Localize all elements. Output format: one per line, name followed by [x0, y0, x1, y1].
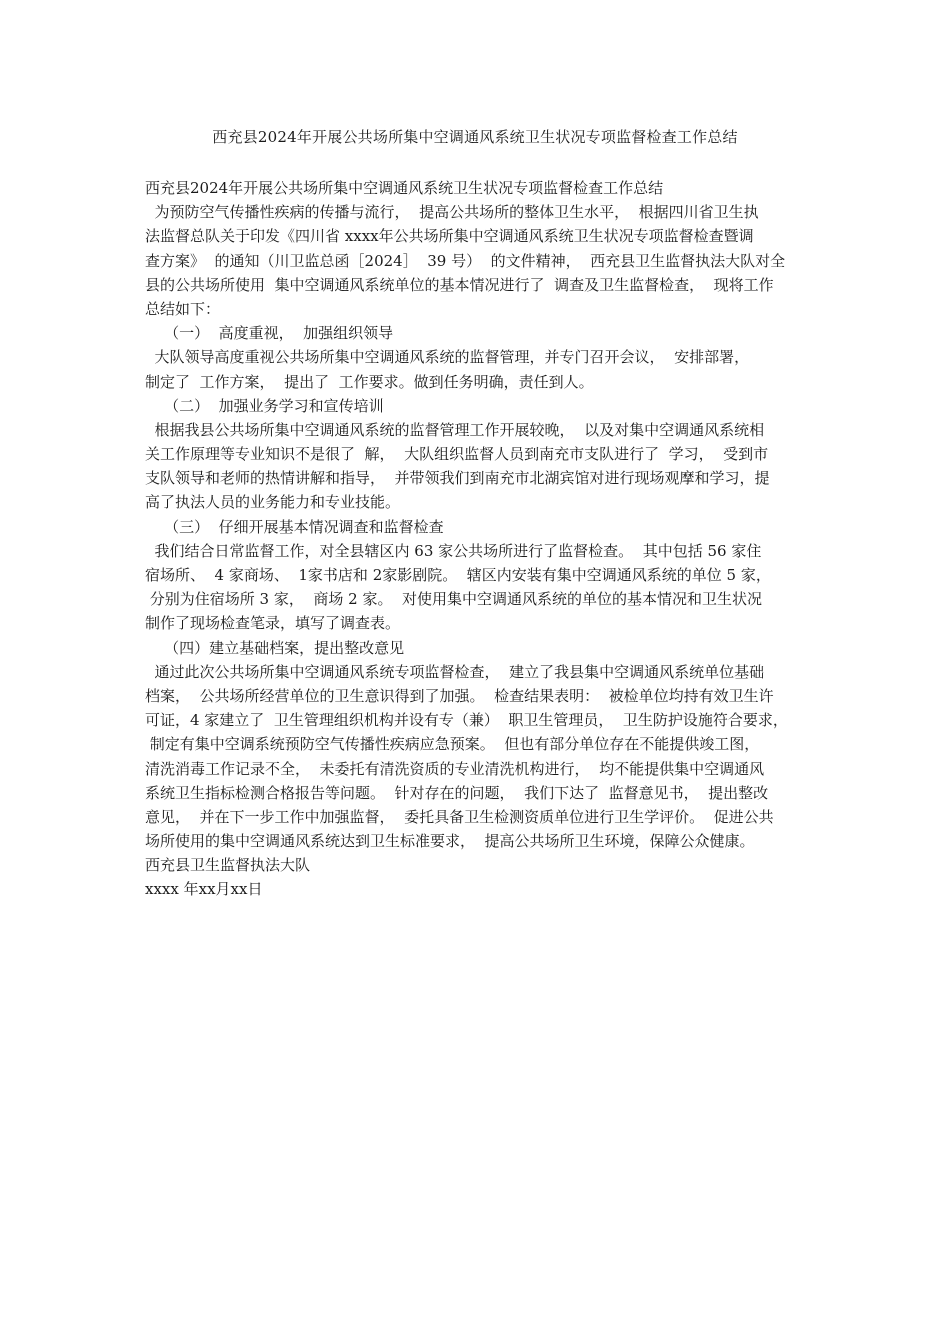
document-line: 清洗消毒工作记录不全， 未委托有清洗资质的专业清洗机构进行， 均不能提供集中空调通风	[145, 759, 765, 778]
document-line: 宿场所、 4 家商场、 1家书店和 2家影剧院。 辖区内安装有集中空调通风系统的单位 5 家，	[145, 566, 771, 584]
document-line: 我们结合日常监督工作，对全县辖区内 63 家公共场所进行了监督检查。 其中包括 56 家住	[145, 541, 762, 560]
document-line: 可证，4 家建立了 卫生管理组织机构并设有专（兼） 职卫生管理员， 卫生防护设施符合要求，	[145, 711, 788, 730]
document-line: 县的公共场所使用 集中空调通风系统单位的基本情况进行了 调查及卫生监督检查， 现将工作	[145, 275, 774, 294]
document-line: 高了执法人员的业务能力和专业技能。	[145, 493, 401, 512]
document-title: 西充县2024年开展公共场所集中空调通风系统卫生状况专项监督检查工作总结	[212, 128, 738, 146]
document-line: 通过此次公共场所集中空调通风系统专项监督检查， 建立了我县集中空调通风系统单位基础	[145, 662, 765, 681]
document-line: （一） 高度重视， 加强组织领导	[145, 324, 394, 343]
document-line: 总结如下：	[145, 299, 221, 318]
document-line: 为预防空气传播性疾病的传播与流行， 提高公共场所的整体卫生水平， 根据四川省卫生执	[145, 203, 759, 222]
document-line: 大队领导高度重视公共场所集中空调通风系统的监督管理，并专门召开会议， 安排部署，	[145, 348, 750, 367]
document-line: 制定了 工作方案， 提出了 工作要求。做到任务明确，责任到人。	[145, 372, 594, 391]
document-line: xxxx 年xx月xx日	[145, 880, 263, 899]
document-line: 场所使用的集中空调通风系统达到卫生标准要求， 提高公共场所卫生环境，保障公众健康。	[145, 832, 755, 851]
document-line: 根据我县公共场所集中空调通风系统的监督管理工作开展较晚， 以及对集中空调通风系统相	[145, 420, 765, 439]
document-line: 西充县2024年开展公共场所集中空调通风系统卫生状况专项监督检查工作总结	[145, 179, 664, 197]
document-line: 档案， 公共场所经营单位的卫生意识得到了加强。 检查结果表明： 被检单位均持有效卫生许	[145, 686, 774, 705]
document-line: 关工作原理等专业知识不是很了 解， 大队组织监督人员到南充市支队进行了 学习， 受到市	[145, 445, 769, 464]
document-line: （三） 仔细开展基本情况调查和监督检查	[145, 517, 444, 536]
document-line: （二） 加强业务学习和宣传培训	[145, 396, 384, 415]
document-line: 制定有集中空调系统预防空气传播性疾病应急预案。 但也有部分单位存在不能提供竣工图，	[145, 735, 760, 754]
document-line: （四）建立基础档案，提出整改意见	[145, 638, 405, 657]
document-line: 西充县卫生监督执法大队	[145, 856, 311, 875]
document-line: 支队领导和老师的热情讲解和指导， 并带领我们到南充市北湖宾馆对进行现场观摩和学习，提	[145, 469, 770, 488]
document-line: 制作了现场检查笔录，填写了调查表。	[145, 614, 401, 633]
document-body	[145, 176, 815, 902]
document-line: 法监督总队关于印发《四川省 xxxx年公共场所集中空调通风系统卫生状况专项监督检查暨调	[145, 227, 754, 246]
document-line: 分别为住宿场所 3 家， 商场 2 家。 对使用集中空调通风系统的单位的基本情况和卫生状况	[145, 590, 763, 609]
document-line: 查方案》 的通知（川卫监总函［2024］ 39 号） 的文件精神， 西充县卫生监督执法大队对全	[145, 251, 786, 270]
document-line: 系统卫生指标检测合格报告等问题。 针对存在的问题， 我们下达了 监督意见书， 提出整改	[145, 783, 769, 802]
document-line: 意见， 并在下一步工作中加强监督， 委托具备卫生检测资质单位进行卫生学评价。 促进公共	[145, 807, 774, 826]
